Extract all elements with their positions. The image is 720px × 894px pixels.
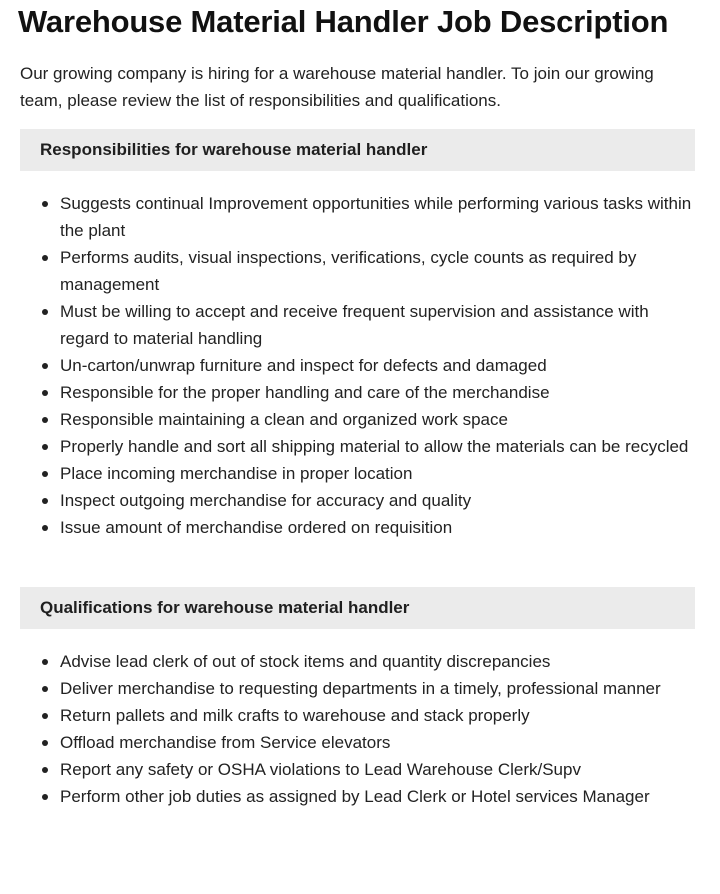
qualification-item: Report any safety or OSHA violations to Lead Warehouse Clerk/Supv — [60, 756, 695, 783]
responsibility-item: Suggests continual Improvement opportunities while performing various tasks within the plant — [60, 190, 695, 244]
qualifications-heading: Qualifications for warehouse material handler — [20, 587, 695, 629]
responsibility-item: Properly handle and sort all shipping material to allow the materials can be recycled — [60, 433, 695, 460]
responsibility-item: Un-carton/unwrap furniture and inspect for defects and damaged — [60, 352, 695, 379]
responsibility-item: Place incoming merchandise in proper location — [60, 460, 695, 487]
responsibility-item: Inspect outgoing merchandise for accuracy and quality — [60, 487, 695, 514]
qualification-item: Deliver merchandise to requesting departments in a timely, professional manner — [60, 675, 695, 702]
qualification-item: Perform other job duties as assigned by Lead Clerk or Hotel services Manager — [60, 783, 695, 810]
page-title: Warehouse Material Handler Job Description — [18, 4, 669, 39]
qualifications-list — [20, 648, 695, 810]
responsibility-item: Responsible maintaining a clean and organized work space — [60, 406, 695, 433]
responsibility-item: Performs audits, visual inspections, verifications, cycle counts as required by management — [60, 244, 695, 298]
qualification-item: Return pallets and milk crafts to warehouse and stack properly — [60, 702, 695, 729]
qualification-item: Advise lead clerk of out of stock items and quantity discrepancies — [60, 648, 695, 675]
responsibilities-heading: Responsibilities for warehouse material handler — [20, 129, 695, 171]
responsibility-item: Responsible for the proper handling and care of the merchandise — [60, 379, 695, 406]
responsibility-item: Issue amount of merchandise ordered on requisition — [60, 514, 695, 541]
responsibility-item: Must be willing to accept and receive frequent supervision and assistance with regard to material handling — [60, 298, 695, 352]
responsibilities-list — [20, 190, 695, 541]
qualification-item: Offload merchandise from Service elevators — [60, 729, 695, 756]
intro-paragraph: Our growing company is hiring for a warehouse material handler. To join our growing team, please review the list of responsibilities and qualifications. — [20, 64, 654, 110]
